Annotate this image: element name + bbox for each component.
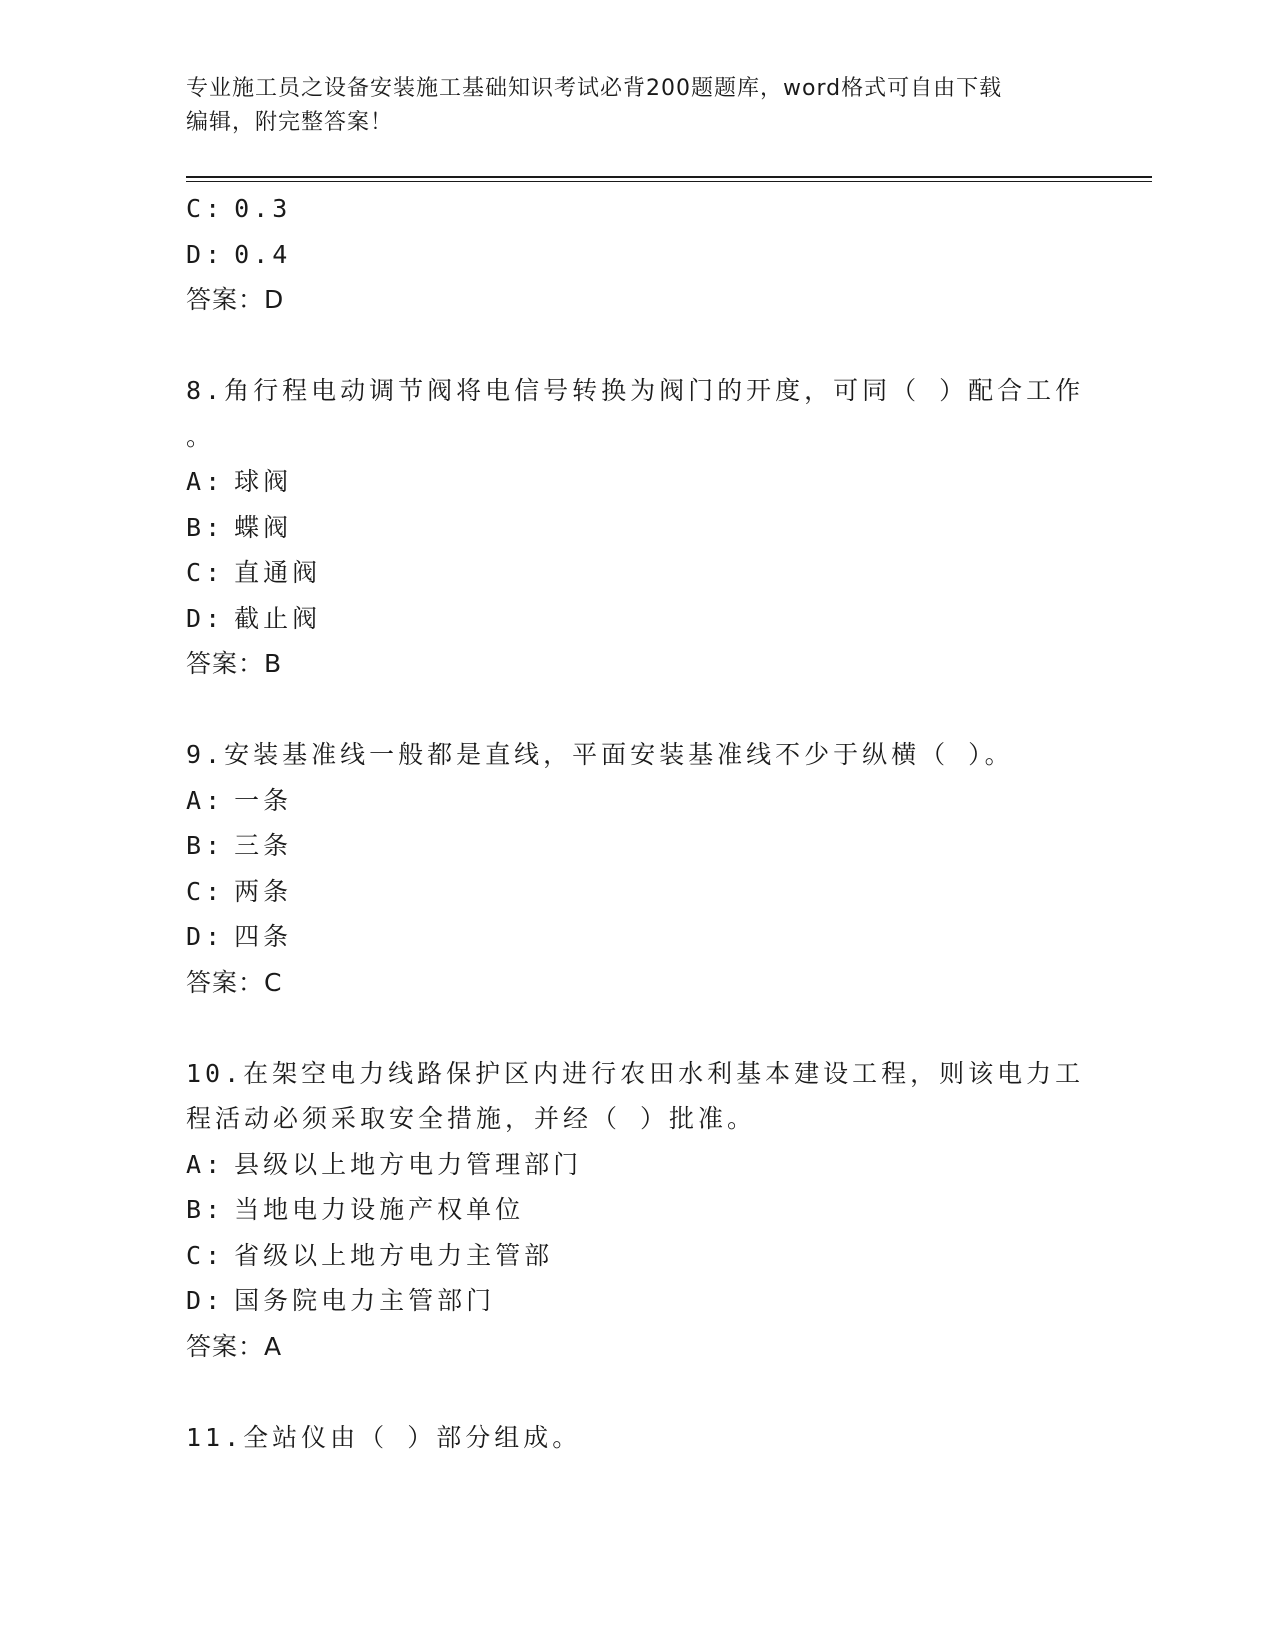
page-header (186, 72, 1086, 140)
question-stem (186, 368, 1086, 459)
option-separator: : (205, 239, 225, 269)
spacer (186, 1369, 1086, 1415)
spacer (186, 1005, 1086, 1051)
option-text: 直通阀 (234, 558, 322, 587)
question-number: 9. (186, 740, 225, 769)
question-text: 安装基准线一般都是直线，平面安装基准线不少于纵横（ ）。 (224, 740, 1014, 769)
option-c (186, 550, 1086, 596)
option-letter: D (186, 239, 206, 269)
option-letter: C (186, 1240, 206, 1270)
header-title-line-2: 编辑，附完整答案！ (186, 110, 394, 135)
option-letter: C (186, 194, 206, 223)
option-d (186, 596, 1086, 642)
option-separator: : (205, 1149, 225, 1179)
option-separator: : (205, 1286, 225, 1315)
option-text: 0.3 (234, 194, 292, 223)
option-text: 四条 (234, 922, 293, 951)
question-stem-line (186, 1051, 1086, 1097)
question-stem-line (186, 732, 1086, 778)
option-letter: A (186, 785, 206, 815)
spacer (186, 323, 1086, 369)
option-d (186, 1278, 1086, 1324)
question-stem-line: 。 (186, 421, 216, 451)
answer-line: 答案：A (186, 1331, 283, 1361)
answer-line: 答案：D (186, 285, 285, 314)
option-separator: : (205, 876, 225, 906)
option-c (186, 186, 1086, 232)
option-a (186, 459, 1086, 505)
option-letter: C (186, 558, 206, 587)
option-b (186, 823, 1086, 869)
option-text: 当地电力设施产权单位 (234, 1195, 525, 1224)
option-b (186, 1187, 1086, 1233)
option-separator: : (205, 922, 225, 951)
header-rule-thin (186, 181, 1152, 182)
option-separator: : (205, 785, 225, 815)
question-number: 11. (186, 1422, 244, 1452)
option-separator: : (205, 194, 225, 223)
option-text: 一条 (234, 785, 293, 815)
option-text: 0.4 (234, 239, 292, 269)
option-text: 截止阀 (234, 603, 322, 633)
question-text: 角行程电动调节阀将电信号转换为阀门的开度，可同（ ）配合工作 (224, 376, 1085, 405)
option-d (186, 914, 1086, 960)
question-number: 10. (186, 1058, 244, 1088)
option-d (186, 232, 1086, 278)
option-letter: A (186, 1149, 206, 1179)
question-stem (186, 1051, 1086, 1142)
question-11 (186, 1415, 1086, 1461)
option-letter: B (186, 512, 206, 542)
option-letter: A (186, 467, 206, 496)
question-7-continuation (186, 186, 1086, 323)
option-letter: B (186, 1195, 206, 1224)
option-text: 两条 (234, 876, 293, 906)
question-number: 8. (186, 376, 225, 405)
option-letter: D (186, 1286, 206, 1315)
question-8 (186, 368, 1086, 687)
option-a (186, 778, 1086, 824)
option-letter: C (186, 876, 206, 906)
spacer (186, 687, 1086, 733)
option-c (186, 869, 1086, 915)
question-text: 在架空电力线路保护区内进行农田水利基本建设工程，则该电力工 (243, 1058, 1085, 1088)
option-separator: : (205, 831, 225, 860)
question-stem-line: 程活动必须采取安全措施，并经（ ）批准。 (186, 1104, 757, 1133)
option-text: 国务院电力主管部门 (234, 1286, 496, 1315)
option-separator: : (205, 1240, 225, 1270)
option-separator: : (205, 467, 225, 496)
question-text: 全站仪由（ ）部分组成。 (243, 1422, 582, 1452)
option-separator: : (205, 603, 225, 633)
option-text: 县级以上地方电力管理部门 (234, 1149, 583, 1179)
option-c (186, 1233, 1086, 1279)
question-stem (186, 732, 1086, 778)
question-9 (186, 732, 1086, 1005)
header-rule-thick (186, 176, 1152, 178)
answer-line: 答案：B (186, 649, 283, 678)
option-separator: : (205, 558, 225, 587)
option-text: 球阀 (234, 467, 293, 496)
option-separator: : (205, 512, 225, 542)
question-stem-line (186, 1415, 1086, 1461)
question-stem (186, 1415, 1086, 1461)
option-text: 蝶阀 (234, 512, 293, 542)
option-letter: D (186, 922, 206, 951)
option-text: 三条 (234, 831, 293, 860)
question-content (186, 186, 1086, 1460)
option-letter: B (186, 831, 206, 860)
option-letter: D (186, 603, 206, 633)
option-text: 省级以上地方电力主管部 (234, 1240, 554, 1270)
option-b (186, 505, 1086, 551)
question-10 (186, 1051, 1086, 1370)
header-title-line-1: 专业施工员之设备安装施工基础知识考试必背200题题库，word格式可自由下载 (186, 76, 1003, 101)
option-a (186, 1142, 1086, 1188)
answer-line: 答案：C (186, 967, 283, 997)
option-separator: : (205, 1195, 225, 1224)
question-stem-line (186, 368, 1086, 414)
